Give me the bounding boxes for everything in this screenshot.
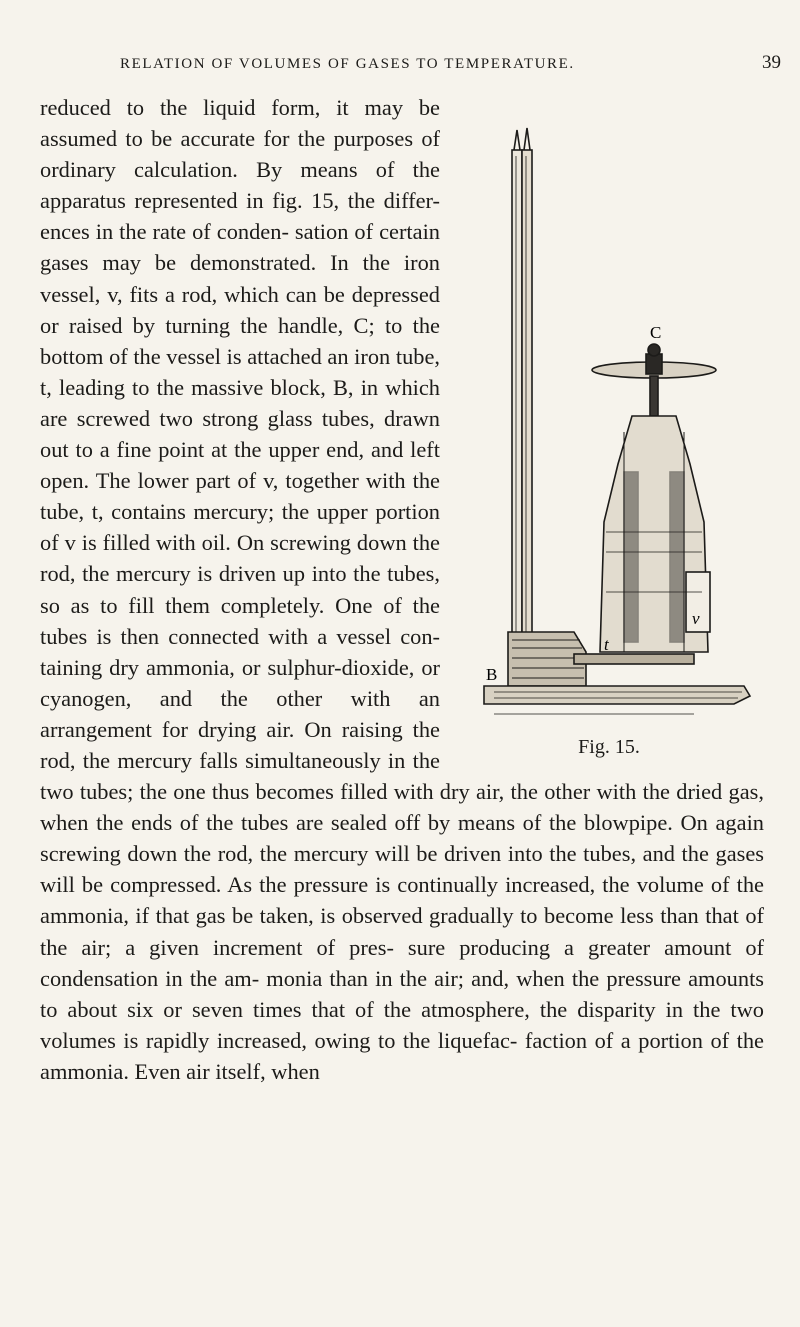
label-handle-c: C bbox=[650, 323, 662, 342]
label-block-b: B bbox=[486, 665, 498, 684]
running-head: RELATION OF VOLUMES OF GASES TO TEMPERATURE. bbox=[120, 56, 575, 72]
page-number: 39 bbox=[762, 52, 781, 73]
apparatus-illustration bbox=[454, 92, 764, 732]
body-paragraph: reduced to the liquid form, it may be assumed to be accurate for the purposes of ordinary calculation. By means of the apparatus represented in fig. 15, the differ- ences in the rate of conden- sation of certain gases may be demonstrated. In the iron vessel, v, fits a rod, which can be depressed or raised by turning the handle, C; to the bottom of the vessel is attached an iron tube, t, leading to the massive block, B, in which are screwed two strong glass tubes, drawn out to a fine point at the upper end, and left open. The lower part of v, together with the tube, t, contains mercury; the upper portion of v is filled with oil. On screwing down the rod, the mercury is driven up into the tubes, so as to fill them completely. One of the tubes is then connected with a vessel con- taining dry ammonia, or sulphur-dioxide, or cyanogen, and the other with an arrangement for drying air. On raising the rod, the mercury falls simultaneously in the two tubes; the one thus becomes filled with dry air, the other with the dried gas, when the ends of the tubes are sealed off by means of the blowpipe. On again screwing down the rod, the mercury will be driven into the tubes, and the gases will be compressed. As the pressure is continually increased, the volume of the ammonia, if that gas be taken, is observed gradually to become less than that of the air; a given increment of pres- sure producing a greater amount of condensation in the am- monia than in the air; and, when the pressure amounts to about six or seven times that of the atmosphere, the disparity in the two volumes is rapidly increased, owing to the liquefac- faction of a portion of the ammonia. Even air itself, when bbox=[40, 95, 764, 1084]
body-text bbox=[40, 92, 764, 1087]
figure-15 bbox=[454, 92, 764, 756]
figure-caption: Fig. 15. bbox=[578, 736, 640, 758]
label-vessel-v: v bbox=[692, 609, 700, 628]
label-tube-t: t bbox=[604, 635, 609, 654]
